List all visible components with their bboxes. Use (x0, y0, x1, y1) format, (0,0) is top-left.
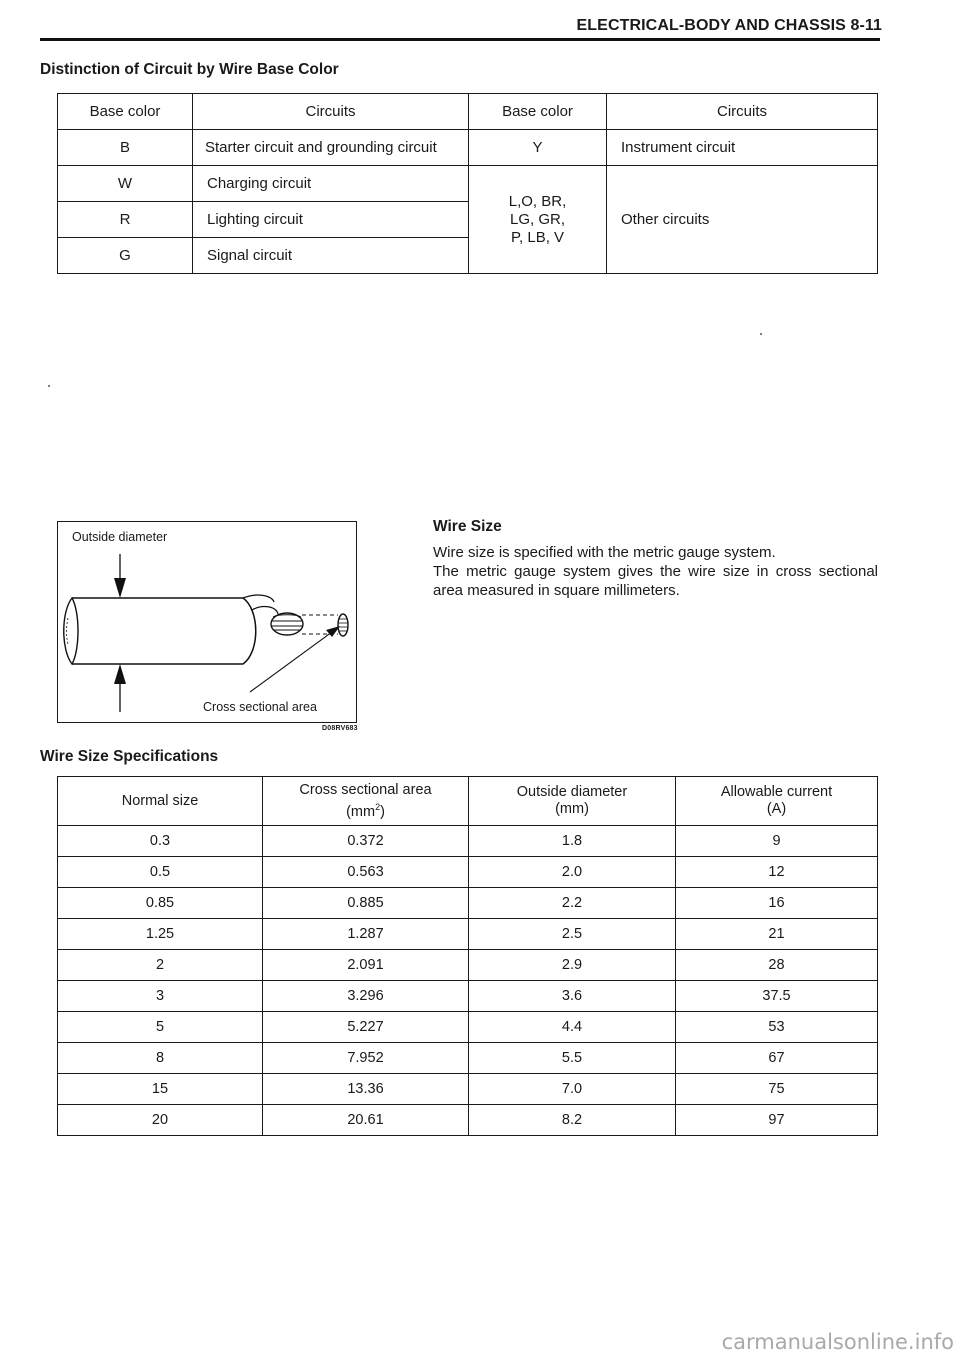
allowable-current-cell: 12 (676, 857, 878, 888)
table-row (58, 1043, 878, 1074)
header-line (269, 799, 462, 821)
col-header-base-color-left: Base color (58, 94, 193, 130)
cross-sectional-area-cell: 2.091 (263, 950, 469, 981)
table-row (58, 1074, 878, 1105)
base-color-cell: B (58, 130, 193, 166)
allowable-current-cell: 67 (676, 1043, 878, 1074)
color-line: P, LB, V (510, 228, 565, 246)
col-header-circuits-left: Circuits (193, 94, 469, 130)
cross-sectional-area-cell: 5.227 (263, 1012, 469, 1043)
cross-sectional-area-cell: 3.296 (263, 981, 469, 1012)
header-line: (mm) (555, 801, 589, 817)
header-unit: (mm (346, 803, 376, 820)
col-header-base-color-right: Base color (469, 94, 607, 130)
allowable-current-cell: 97 (676, 1105, 878, 1136)
table-row (58, 981, 878, 1012)
outside-diameter-cell: 4.4 (469, 1012, 676, 1043)
header-line: Cross sectional area (299, 781, 432, 798)
page-header: ELECTRICAL-BODY AND CHASSIS 8-11 (576, 17, 882, 34)
table-row (58, 950, 878, 981)
color-line: L,O, BR, (508, 192, 567, 210)
allowable-current-cell: 21 (676, 919, 878, 950)
normal-size-cell: 3 (58, 981, 263, 1012)
outside-diameter-cell: 7.0 (469, 1074, 676, 1105)
allowable-current-cell: 28 (676, 950, 878, 981)
color-section-title: Distinction of Circuit by Wire Base Color (40, 61, 339, 78)
col-header-allowable-current (676, 777, 878, 826)
allowable-current-cell: 75 (676, 1074, 878, 1105)
table-row (58, 1105, 878, 1136)
table-row (58, 1012, 878, 1043)
header-line: Normal size (121, 792, 199, 809)
outside-diameter-cell: 1.8 (469, 826, 676, 857)
normal-size-cell: 1.25 (58, 919, 263, 950)
outside-diameter-cell: 5.5 (469, 1043, 676, 1074)
outside-diameter-cell: 8.2 (469, 1105, 676, 1136)
figure-code: D08RV683 (322, 725, 358, 732)
table-row (58, 826, 878, 857)
col-header-cross-sectional-area (263, 777, 469, 826)
circuit-cell: Instrument circuit (607, 130, 878, 166)
header-line: Allowable current (720, 784, 833, 800)
wire-size-body (433, 543, 878, 600)
table-header-row (58, 94, 878, 130)
allowable-current-cell: 53 (676, 1012, 878, 1043)
scan-speck (760, 333, 762, 335)
col-header-outside-diameter (469, 777, 676, 826)
wire-size-paragraph: Wire size is specified with the metric gauge system. (433, 544, 776, 561)
table-row (58, 857, 878, 888)
base-color-table (57, 93, 878, 274)
col-header-circuits-right: Circuits (607, 94, 878, 130)
cross-sectional-area-cell: 1.287 (263, 919, 469, 950)
header-unit-close: ) (380, 803, 385, 820)
table-row (58, 130, 878, 166)
circuit-cell: Other circuits (607, 166, 878, 274)
watermark-text: carmanualsonline.info (721, 1330, 954, 1354)
circuit-cell: Starter circuit and grounding circuit (193, 130, 469, 166)
base-color-cell: R (58, 202, 193, 238)
normal-size-cell: 20 (58, 1105, 263, 1136)
normal-size-cell: 0.5 (58, 857, 263, 888)
base-color-cell-multi (469, 166, 607, 274)
header-unit-superscript: 2 (375, 801, 381, 812)
wire-size-title: Wire Size (433, 518, 502, 535)
color-line: LG, GR, (509, 210, 565, 228)
normal-size-cell: 0.85 (58, 888, 263, 919)
cross-sectional-area-cell: 13.36 (263, 1074, 469, 1105)
col-header-normal-size (58, 777, 263, 826)
base-color-cell: Y (469, 130, 607, 166)
table-header-row (58, 777, 878, 826)
circuit-cell: Lighting circuit (193, 202, 469, 238)
outside-diameter-cell: 3.6 (469, 981, 676, 1012)
allowable-current-cell: 9 (676, 826, 878, 857)
outside-diameter-cell: 2.0 (469, 857, 676, 888)
circuit-cell: Charging circuit (193, 166, 469, 202)
cross-sectional-area-cell: 20.61 (263, 1105, 469, 1136)
outside-diameter-cell: 2.9 (469, 950, 676, 981)
base-color-cell: G (58, 238, 193, 274)
cross-sectional-area-cell: 0.885 (263, 888, 469, 919)
cross-sectional-area-cell: 7.952 (263, 1043, 469, 1074)
normal-size-cell: 8 (58, 1043, 263, 1074)
wire-size-spec-table (57, 776, 878, 1136)
header-line: (A) (766, 801, 787, 817)
normal-size-cell: 0.3 (58, 826, 263, 857)
header-line: Outside diameter (516, 784, 628, 800)
wire-size-paragraph: The metric gauge system gives the wire size in cross sectional area measured in square millimeters. (433, 563, 878, 599)
spec-section-title: Wire Size Specifications (40, 748, 219, 765)
normal-size-cell: 2 (58, 950, 263, 981)
spec-table-body (58, 826, 878, 1136)
normal-size-cell: 5 (58, 1012, 263, 1043)
header-rule (40, 38, 880, 41)
table-row (58, 919, 878, 950)
scan-speck (48, 385, 50, 387)
cross-sectional-area-cell: 0.563 (263, 857, 469, 888)
table-row (58, 166, 878, 202)
normal-size-cell: 15 (58, 1074, 263, 1105)
wire-diagram (57, 521, 357, 723)
cross-sectional-area-cell: 0.372 (263, 826, 469, 857)
table-row (58, 888, 878, 919)
circuit-cell: Signal circuit (193, 238, 469, 274)
outside-diameter-cell: 2.5 (469, 919, 676, 950)
cross-sectional-area-label: Cross sectional area (203, 700, 317, 714)
allowable-current-cell: 37.5 (676, 981, 878, 1012)
outside-diameter-label: Outside diameter (72, 530, 168, 544)
base-color-cell: W (58, 166, 193, 202)
allowable-current-cell: 16 (676, 888, 878, 919)
outside-diameter-cell: 2.2 (469, 888, 676, 919)
wire-cross-section-drawing (58, 522, 356, 722)
